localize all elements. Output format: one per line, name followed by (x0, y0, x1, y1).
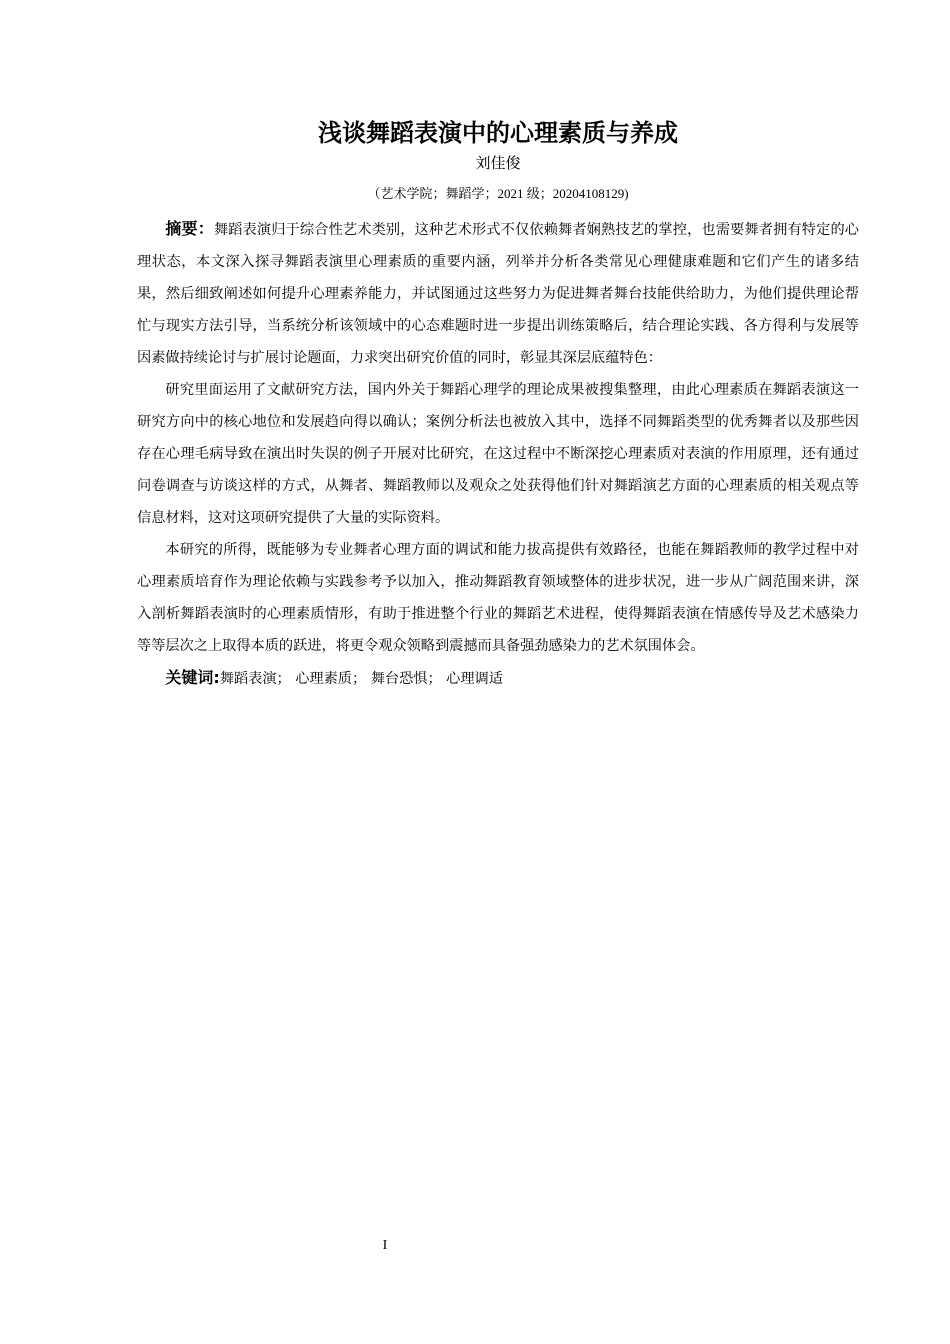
abstract-text: 舞蹈表演归于综合性艺术类别，这种艺术形式不仅依赖舞者娴熟技艺的掌控，也需要舞者拥有特定的心理状态，本文深入探寻舞蹈表演里心理素质的重要内涵，列举并分析各类常见心理健康难题和它们产生的诸多结果，然后细致阐述如何提升心理素养能力，并试图通过这些努力为促进舞者舞台技能供给助力，为他们提供理论帮忙与现实方法引导，当系统分析该领域中的心态难题时进一步提出训练策略后，结合理论实践、各方得利与发展等因素做持续论讨与扩展讨论题面，力求突出研究价值的同时，彰显其深层底蕴特色： (137, 222, 859, 366)
author-name: 刘佳俊 (475, 154, 521, 172)
keywords-label: 关键词: (165, 668, 220, 687)
body-paragraph-methods: 研究里面运用了文献研究方法，国内外关于舞蹈心理学的理论成果被搜集整理，由此心理素质在舞蹈表演这一研究方向中的核心地位和发展趋向得以确认；案例分析法也被放入其中，选择不同舞蹈类型的优秀舞者以及那些因存在心理毛病导致在演出时失误的例子开展对比研究，在这过程中不断深挖心理素质对表演的作用原理，还有通过问卷调查与访谈这样的方式，从舞者、舞蹈教师以及观众之处获得他们针对舞蹈演艺方面的心理素质的相关观点等信息材料，这对这项研究提供了大量的实际资料。 (137, 382, 859, 526)
page-number: I (382, 1238, 388, 1253)
keywords-text: 舞蹈表演； 心理素质； 舞台恐惧； 心理调适 (219, 671, 503, 687)
keywords-line (137, 662, 859, 695)
body-paragraph-significance: 本研究的所得，既能够为专业舞者心理方面的调试和能力拔高提供有效路径，也能在舞蹈教师的教学过程中对心理素质培育作为理论依赖与实践参考予以加入，推动舞蹈教育领域整体的进步状况，进一步从广阔范围来讲，深入剖析舞蹈表演时的心理素质情形，有助于推进整个行业的舞蹈艺术进程，使得舞蹈表演在情感传导及艺术感染力等等层次之上取得本质的跃进，将更令观众领略到震撼而具备强劲感染力的艺术氛围体会。 (137, 542, 859, 654)
abstract-paragraph (137, 213, 859, 374)
document-body (137, 213, 859, 695)
paper-title: 浅谈舞蹈表演中的心理素质与养成 (318, 119, 678, 147)
abstract-label: 摘要： (165, 219, 214, 238)
author-affiliation: （艺术学院；舞蹈学；2021 级；20204108129) (367, 186, 629, 201)
